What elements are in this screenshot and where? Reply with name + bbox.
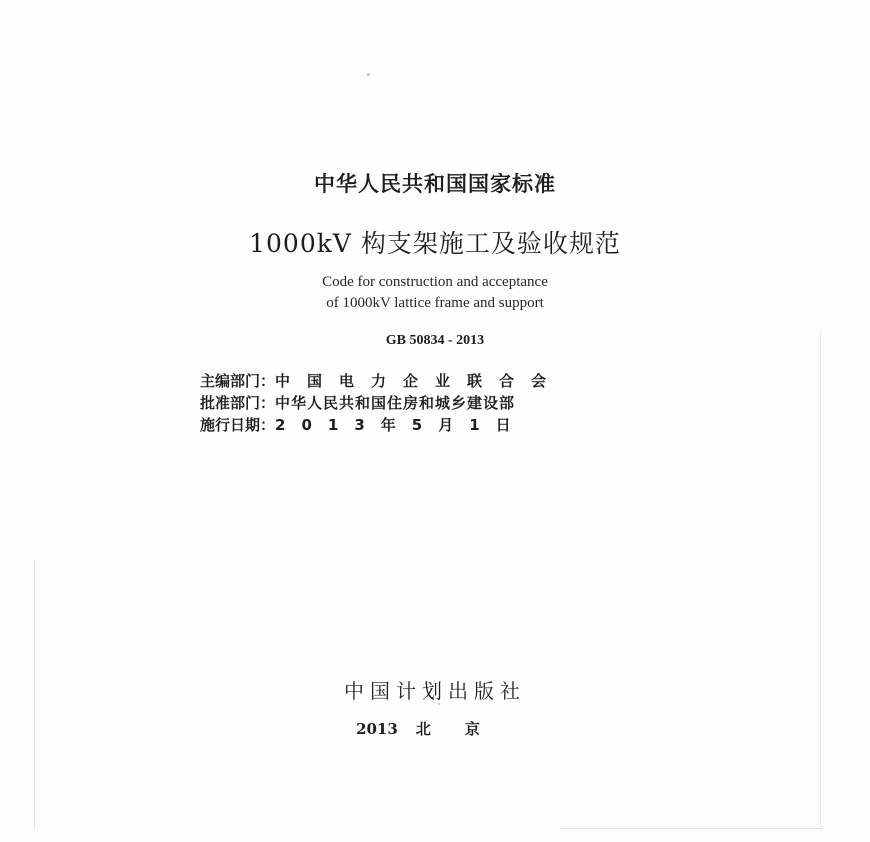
document-title-cn: 1000kV 构支架施工及验收规范 [249,229,621,258]
approver-value: 中华人民共和国住房和城乡建设部 [275,394,516,412]
scan-speck [367,73,370,76]
effective-date-value: 2013年5月1日 [275,416,527,434]
effective-date-label: 施行日期： [200,416,276,434]
publication-city: 北京 [415,720,514,738]
scan-edge-bottom [560,828,822,829]
approver-label: 批准部门： [200,394,276,412]
approver-row [200,392,640,414]
publisher-name: 中国计划出版社 [344,679,526,703]
scan-edge-right [820,330,821,830]
document-title-en [0,272,870,314]
document-metadata [200,370,640,436]
editor-label: 主编部门： [200,372,276,390]
title-en-line-2: of 1000kV lattice frame and support [326,295,544,311]
series-title: 中华人民共和国国家标准 [314,172,556,196]
publication-year: 2013 [356,720,398,738]
standard-code: GB 50834 - 2013 [385,333,485,348]
editor-value: 中国电力企业联合会 [275,372,564,390]
title-en-line-1: Code for construction and acceptance [322,274,548,290]
publication-line [0,718,870,739]
effective-date-row [200,414,640,436]
editor-row [200,370,640,392]
